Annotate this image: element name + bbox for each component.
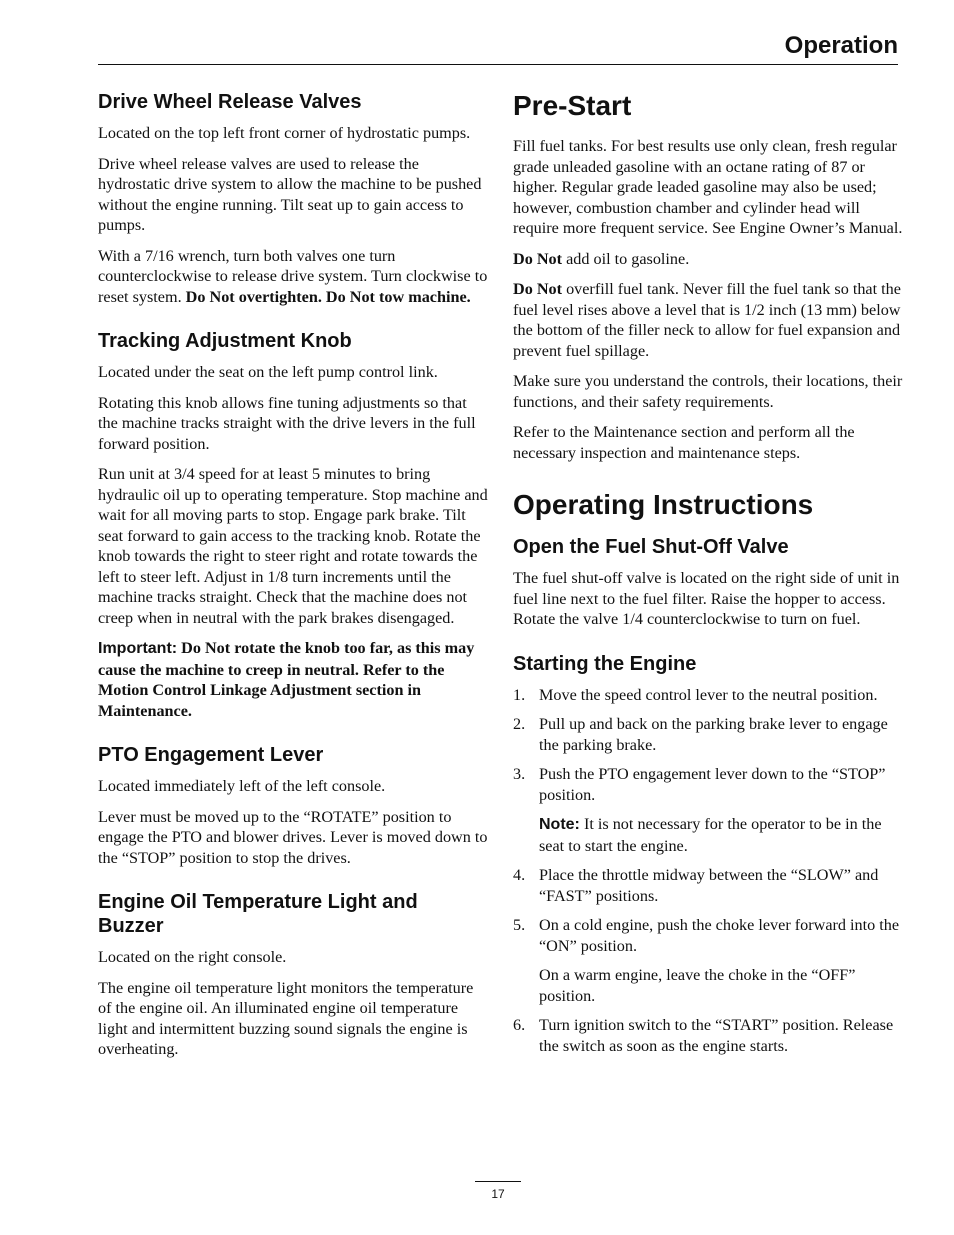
list-item (513, 915, 903, 1006)
important-text: Do Not rotate the knob too far, as this may cause the machine to creep in neutral. Refer to the Motion Control Linkage Adjustment section in Maintenance. (98, 639, 475, 720)
step-number: 6. (513, 1016, 526, 1034)
step-text: Pull up and back on the parking brake lever to engage the parking brake. (539, 715, 888, 754)
paragraph (98, 246, 488, 308)
step-number: 3. (513, 765, 526, 783)
heading-drive-wheel-release-valves: Drive Wheel Release Valves (98, 91, 362, 113)
step-text: Move the speed control lever to the neutral position. (539, 685, 878, 704)
paragraph: Located on the right console. (98, 948, 287, 966)
paragraph: Located on the top left front corner of hydrostatic pumps. (98, 124, 471, 142)
paragraph-text: overfill fuel tank. Never fill the fuel tank so that the fuel level rises above a level that is 1/2 inch (13 mm) below the bottom of the filler neck to allow for fuel expansion and prevent fuel spillage. (513, 280, 901, 360)
page-number: 17 (491, 1187, 505, 1201)
paragraph (513, 249, 903, 270)
important-label: Important: (98, 640, 178, 657)
note-label: Note: (539, 816, 580, 833)
starting-steps-list (513, 685, 903, 1057)
paragraph: Located under the seat on the left pump control link. (98, 363, 438, 381)
paragraph: Drive wheel release valves are used to release the hydrostatic drive system to allow the machine to be pushed without the engine running. Tilt seat up to gain access to pumps. (98, 154, 482, 234)
step-number: 4. (513, 866, 526, 884)
section-title: Operation (784, 32, 898, 59)
heading-engine-oil-temperature-light: Engine Oil Temperature Light and Buzzer (98, 891, 418, 937)
step-text: Place the throttle midway between the “SLOW” and “FAST” positions. (539, 866, 879, 905)
step-number: 5. (513, 916, 526, 934)
footer-divider (475, 1181, 521, 1182)
paragraph: Refer to the Maintenance section and perform all the necessary inspection and maintenance steps. (513, 423, 855, 462)
step-number: 1. (513, 685, 526, 704)
paragraph: The engine oil temperature light monitors the temperature of the engine oil. An illuminated engine oil temperature light and intermittent buzzing sound signals the engine is overheating. (98, 978, 474, 1058)
step-extra-text: On a warm engine, leave the choke in the “OFF” position. (539, 966, 856, 1005)
note-text: It is not necessary for the operator to be in the seat to start the engine. (539, 815, 882, 855)
header-divider (98, 64, 898, 65)
list-item (513, 685, 903, 706)
warning-text: Do Not overtighten. Do Not tow machine. (185, 287, 471, 306)
list-item (513, 1015, 903, 1056)
paragraph: The fuel shut-off valve is located on the right side of unit in fuel line next to the fuel filter. Raise the hopper to access. Rotate the valve 1/4 counterclockwise to turn on fuel. (513, 569, 900, 628)
list-item (513, 764, 903, 856)
paragraph: Rotating this knob allows fine tuning adjustments so that the machine tracks straight with the drive levers in the full forward position. (98, 393, 476, 453)
left-column (98, 90, 488, 1070)
paragraph (513, 279, 903, 361)
paragraph: Located immediately left of the left console. (98, 777, 386, 795)
heading-starting-the-engine: Starting the Engine (513, 652, 697, 675)
paragraph: Fill fuel tanks. For best results use only clean, fresh regular grade unleaded gasoline with an octane rating of 87 or higher. Regular grade leaded gasoline may also be used; however, combustion chamber and cylinder head will require more frequent service. See Engine Owner’s Manual. (513, 137, 903, 237)
list-item (513, 714, 903, 755)
paragraph-text: With a 7/16 wrench, turn both valves one turn counterclockwise to release drive system. Turn clockwise to reset system. (98, 246, 488, 306)
step-text: Push the PTO engagement lever down to the “STOP” position. (539, 765, 886, 804)
heading-pre-start: Pre-Start (513, 90, 632, 121)
right-column (513, 90, 903, 1065)
heading-operating-instructions: Operating Instructions (513, 489, 814, 520)
step-text: On a cold engine, push the choke lever forward into the “ON” position. (539, 916, 900, 955)
paragraph: Make sure you understand the controls, their locations, their functions, and their safety requirements. (513, 372, 903, 411)
heading-open-fuel-valve: Open the Fuel Shut-Off Valve (513, 536, 789, 558)
list-item (513, 865, 903, 906)
note (539, 814, 903, 856)
paragraph: Lever must be moved up to the “ROTATE” position to engage the PTO and blower drives. Lever is moved down to the “STOP” position to stop the drives. (98, 807, 488, 867)
step-number: 2. (513, 715, 526, 733)
important-notice (98, 638, 488, 721)
emphasis-text: Do Not (513, 249, 563, 268)
heading-tracking-adjustment-knob: Tracking Adjustment Knob (98, 330, 352, 352)
paragraph-text: add oil to gasoline. (562, 249, 690, 268)
step-text: Turn ignition switch to the “START” position. Release the switch as soon as the engine starts. (539, 1016, 894, 1055)
heading-pto-engagement-lever: PTO Engagement Lever (98, 744, 324, 766)
paragraph: Run unit at 3/4 speed for at least 5 minutes to bring hydraulic oil up to operating temperature. Stop machine and wait for all moving parts to stop. Engage park brake. Tilt seat forward to gain access to the tracking knob. Rotate the knob towards the right to steer right and rotate towards the left to steer left. Adjust in 1/8 turn increments until the machine tracks straight. Check that the machine does not creep when in neutral with the park brakes disengaged. (98, 465, 488, 627)
emphasis-text: Do Not (513, 280, 563, 298)
